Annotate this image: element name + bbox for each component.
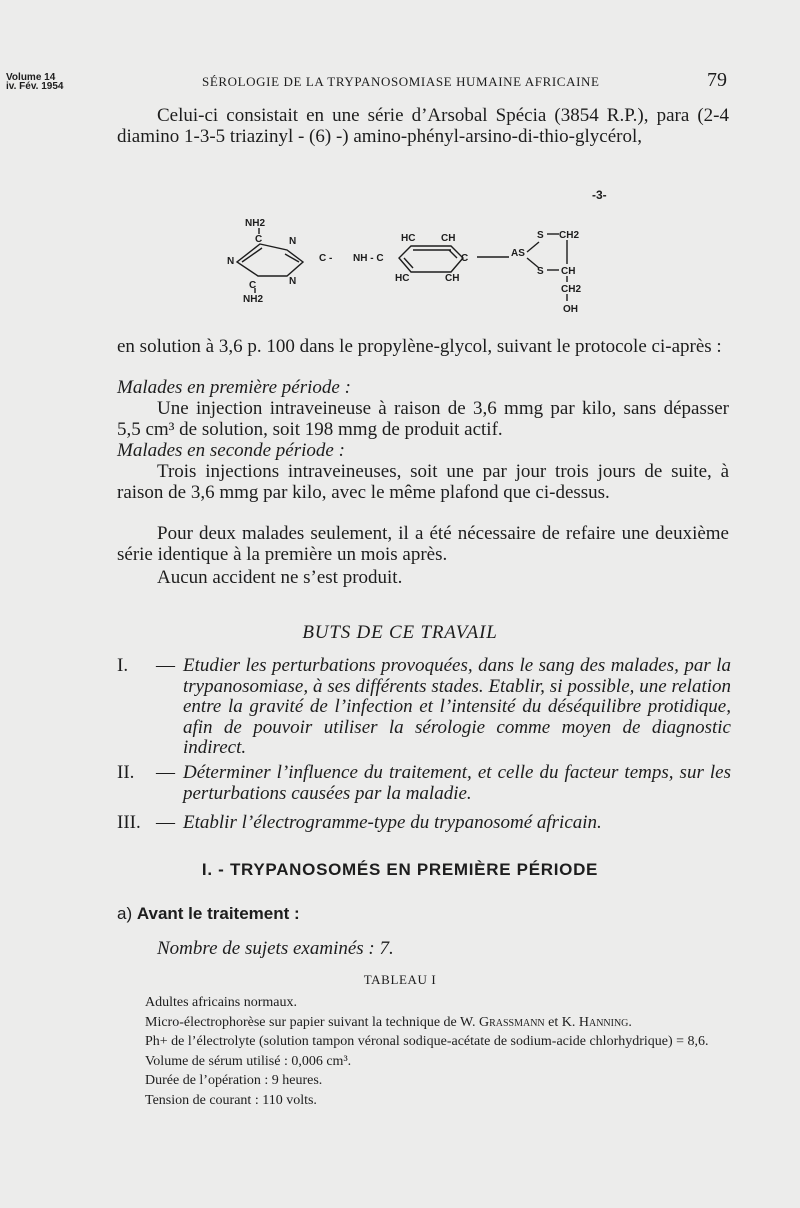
author-name: Hanning <box>578 1014 629 1030</box>
formula-link: C - <box>319 253 333 264</box>
note-line: Tension de courant : 110 volts. <box>145 1092 317 1108</box>
formula-n: N <box>227 256 235 267</box>
formula-nh2-bottom: NH2 <box>243 294 264 305</box>
aim-dash: — <box>156 762 175 783</box>
formula-c: C <box>255 234 263 245</box>
formula-s: S <box>537 230 544 241</box>
section-title: I. - TRYPANOSOMÉS EN PREMIÈRE PÉRIODE <box>201 860 599 879</box>
formula-c: C <box>249 280 257 291</box>
formula-n: N <box>289 236 297 247</box>
subsection-label: Avant le traitement : <box>136 904 300 923</box>
subjects-count: Nombre de sujets examinés : 7. <box>157 938 394 959</box>
aim-number: I. <box>117 655 129 676</box>
aim-item <box>117 656 731 759</box>
chemical-formula <box>215 190 635 325</box>
formula-c: C <box>461 253 469 264</box>
second-period-text: Trois injections intraveineuses, soit une par jour trois jours de suite, à raison de 3,6 mmg par kilo, avec le même plafond que ci-dessus. <box>117 461 729 503</box>
subsection-prefix: a) <box>117 904 133 923</box>
aim-item <box>117 763 731 804</box>
formula-ch2: CH2 <box>561 284 582 295</box>
formula-tag: -3- <box>592 188 607 202</box>
aim-text: Déterminer l’influence du traitement, et celle du facteur temps, sur les perturbations causées par la maladie. <box>183 762 731 804</box>
formula-hc: HC <box>395 273 410 284</box>
formula-ch: CH <box>445 273 460 284</box>
table-title: TABLEAU I <box>363 972 437 987</box>
author-name: Grassmann <box>478 1014 545 1030</box>
volume-line: Volume 14 <box>6 72 56 83</box>
aim-text: Etudier les perturbations provoquées, dans le sang des malades, par la trypanosomiase, à ses différents stades. Etablir, si possible, une relation entre la gravité de l’infection et l’intensité du déséquilibre protidique, afin de pouvoir utiliser la sérologie comme moyen de diagnostic indirect. <box>183 655 731 758</box>
formula-ch: CH <box>561 266 576 277</box>
note-line: Adultes africains normaux. <box>145 995 298 1010</box>
first-period-text: Une injection intraveineuse à raison de 3,6 mmg par kilo, sans dépasser 5,5 cm³ de solution, soit 198 mmg de produit actif. <box>117 398 729 440</box>
aim-text: Etablir l’électrogramme-type du trypanosomé africain. <box>183 812 602 833</box>
subsection-title <box>117 904 300 924</box>
table-notes <box>117 993 731 1110</box>
intro-paragraph: Celui-ci consistait en une série d’Arsobal Spécia (3854 R.P.), para (2-4 diamino 1-3-5 triazinyl - (6) -) amino-phényl-arsino-di-thio-glycérol, <box>117 105 729 147</box>
note-line: Volume de sérum utilisé : 0,006 cm³. <box>145 1053 352 1069</box>
note-line: Ph+ de l’électrolyte (solution tampon véronal sodique-acétate de sodium-acide chlorhydrique) = 8,6. <box>145 1034 709 1049</box>
formula-s: S <box>537 266 544 277</box>
first-period-title: Malades en première période : <box>117 377 351 398</box>
formula-ch: CH <box>441 233 456 244</box>
note-line <box>117 1013 731 1033</box>
note-text: . <box>628 1014 632 1030</box>
formula-ch2: CH2 <box>559 230 580 241</box>
aim-number: III. <box>117 812 141 833</box>
running-title: SÉROLOGIE DE LA TRYPANOSOMIASE HUMAINE AFRICAINE <box>202 74 600 89</box>
volume-info <box>6 73 63 91</box>
aim-dash: — <box>156 812 175 833</box>
formula-n: N <box>289 276 297 287</box>
aim-dash: — <box>156 655 175 676</box>
protocol-paragraph: en solution à 3,6 p. 100 dans le propylène-glycol, suivant le protocole ci-après : <box>117 336 722 357</box>
aims-heading: BUTS DE CE TRAVAIL <box>302 622 498 643</box>
formula-oh: OH <box>563 304 578 315</box>
note-line: Durée de l’opération : 9 heures. <box>145 1073 323 1088</box>
formula-link: NH - C <box>353 253 384 264</box>
aim-item <box>117 813 731 834</box>
formula-as: AS <box>511 248 525 259</box>
note-text: Micro-électrophorèse sur papier suivant la technique de W. <box>145 1014 479 1030</box>
aim-number: II. <box>117 762 135 783</box>
date-line: iv. Fév. 1954 <box>6 81 64 92</box>
note-text: et K. <box>544 1014 579 1030</box>
repeat-paragraph: Pour deux malades seulement, il a été nécessaire de refaire une deuxième série identique à la première un mois après. <box>117 523 729 565</box>
second-period-title: Malades en seconde période : <box>117 440 345 461</box>
formula-hc: HC <box>401 233 416 244</box>
formula-nh2-top: NH2 <box>245 218 266 229</box>
no-accident-paragraph: Aucun accident ne s’est produit. <box>157 567 403 588</box>
page-number: 79 <box>707 69 727 91</box>
